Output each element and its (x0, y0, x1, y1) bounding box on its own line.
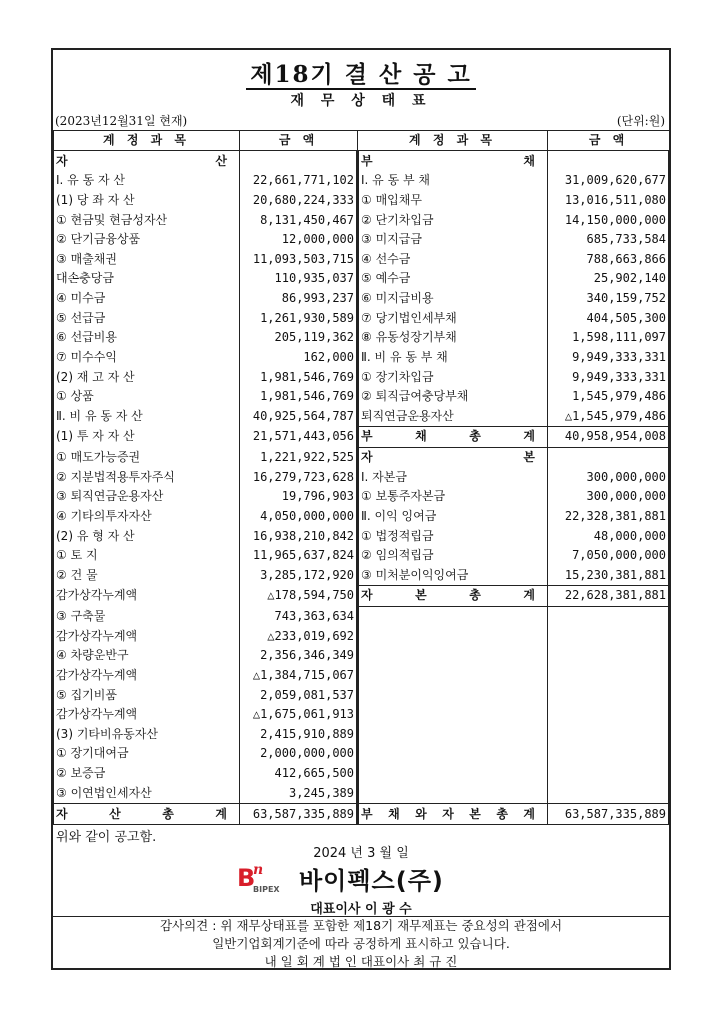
table-row (54, 666, 670, 686)
right-account-cell: ① 법정적립금 (358, 526, 548, 546)
right-account-cell: 퇴직연금운용자산 (358, 406, 548, 426)
label-char: 계 (523, 588, 535, 603)
right-amount-cell (548, 783, 670, 803)
right-amount-cell: 685,733,584 (548, 230, 670, 250)
left-amount-cell: 110,935,037 (240, 269, 358, 289)
left-account-cell: ⑥ 선급비용 (54, 328, 240, 348)
spread-label (361, 152, 545, 171)
bipex-logo-icon (237, 862, 285, 894)
left-account-cell: ① 상품 (54, 387, 240, 407)
left-account-cell: ⑤ 선급금 (54, 308, 240, 328)
left-account-cell: ④ 기타의투자자산 (54, 507, 240, 527)
label-char: 채 (523, 153, 535, 168)
right-amount-cell (548, 705, 670, 725)
left-amount-cell: 2,059,081,537 (240, 685, 358, 705)
right-account-cell (358, 606, 548, 626)
left-amount-cell: 22,661,771,102 (240, 171, 358, 191)
left-amount-cell: 2,356,346,349 (240, 646, 358, 666)
right-account-cell: ① 장기차입금 (358, 367, 548, 387)
ceo-name: 대표이사 이 광 수 (310, 902, 412, 917)
right-account-cell: ⑦ 당기법인세부채 (358, 308, 548, 328)
left-account-cell: ④ 차량운반구 (54, 646, 240, 666)
right-account-cell: ⑤ 예수금 (358, 269, 548, 289)
right-amount-cell: 1,598,111,097 (548, 328, 670, 348)
left-account-cell: ③ 구축물 (54, 606, 240, 626)
label-char: 채 (388, 806, 400, 821)
label-char: 본 (469, 806, 481, 821)
label-char: 자 (56, 153, 68, 168)
spread-label (361, 427, 545, 446)
right-account-cell (358, 725, 548, 745)
left-account-cell: ② 보증금 (54, 764, 240, 784)
left-amount-cell: △233,019,692 (240, 626, 358, 646)
right-account-cell (358, 447, 548, 467)
label-char: 총 (162, 806, 174, 821)
left-amount-cell: 205,119,362 (240, 328, 358, 348)
right-account-cell (358, 744, 548, 764)
table-row (54, 804, 670, 825)
table-row (54, 626, 670, 646)
table-header-row (54, 131, 670, 151)
label-char: 계 (523, 429, 535, 444)
left-account-cell: 감가상각누계액 (54, 705, 240, 725)
right-amount-cell: 9,949,333,331 (548, 348, 670, 368)
audit-line-2: 일반기업회계기준에 따라 공정하게 표시하고 있습니다. (212, 936, 510, 951)
right-account-cell: ③ 미지급금 (358, 230, 548, 250)
right-account-cell: Ⅱ. 이익 잉여금 (358, 507, 548, 527)
spread-label (56, 152, 237, 171)
table-row (54, 447, 670, 467)
right-account-cell: ② 퇴직급여충당부채 (358, 387, 548, 407)
left-account-cell: (2) 재 고 자 산 (54, 367, 240, 387)
right-account-cell: Ⅰ. 자본금 (358, 467, 548, 487)
label-char: 자 (442, 806, 454, 821)
audit-line-3: 내 일 회 계 법 인 대표이사 최 규 진 (264, 954, 458, 969)
right-amount-cell: 340,159,752 (548, 289, 670, 309)
closing-statement: 위와 같이 공고함. (56, 830, 157, 845)
right-amount-cell: 300,000,000 (548, 487, 670, 507)
label-char: 와 (415, 806, 427, 821)
label-char: 채 (415, 429, 427, 444)
left-amount-cell: 16,938,210,842 (240, 526, 358, 546)
audit-opinion (53, 916, 669, 969)
left-account-cell (54, 151, 240, 171)
table-row (54, 210, 670, 230)
right-amount-cell: 25,902,140 (548, 269, 670, 289)
left-account-cell: ⑤ 집기비품 (54, 685, 240, 705)
right-amount-cell (548, 666, 670, 686)
right-amount-cell: 404,505,300 (548, 308, 670, 328)
left-amount-cell: 63,587,335,889 (240, 804, 358, 825)
left-amount-cell (240, 151, 358, 171)
table-row (54, 586, 670, 607)
left-account-cell: (2) 유 형 자 산 (54, 526, 240, 546)
right-account-cell: ① 매입채무 (358, 191, 548, 211)
right-amount-cell: 14,150,000,000 (548, 210, 670, 230)
spread-label (361, 448, 545, 467)
left-account-cell: Ⅰ. 유 동 자 산 (54, 171, 240, 191)
left-amount-cell: 2,000,000,000 (240, 744, 358, 764)
as-of-date: (2023년12월31일 현재) (55, 114, 188, 128)
right-amount-cell (548, 725, 670, 745)
table-row (54, 427, 670, 448)
left-amount-cell: △1,384,715,067 (240, 666, 358, 686)
left-amount-cell: △178,594,750 (240, 586, 358, 607)
spread-label (361, 586, 545, 605)
table-row (54, 328, 670, 348)
label-char: 부 (361, 153, 373, 168)
right-amount-cell: 15,230,381,881 (548, 565, 670, 585)
right-account-cell: ⑧ 유동성장기부채 (358, 328, 548, 348)
right-amount-cell: 9,949,333,331 (548, 367, 670, 387)
left-account-cell: 감가상각누계액 (54, 586, 240, 607)
right-amount-cell: 300,000,000 (548, 467, 670, 487)
right-account-cell (358, 586, 548, 607)
table-row (54, 507, 670, 527)
label-char: 자 (361, 588, 373, 603)
header-left-amount: 금 액 (240, 131, 358, 151)
label-char: 총 (469, 588, 481, 603)
left-account-cell: ① 매도가능증권 (54, 447, 240, 467)
notice-frame (51, 48, 671, 970)
right-amount-cell: △1,545,979,486 (548, 406, 670, 426)
left-amount-cell: 8,131,450,467 (240, 210, 358, 230)
label-char: 산 (109, 806, 121, 821)
left-amount-cell: 1,261,930,589 (240, 308, 358, 328)
right-amount-cell (548, 685, 670, 705)
left-amount-cell: 4,050,000,000 (240, 507, 358, 527)
right-amount-cell: 7,050,000,000 (548, 546, 670, 566)
right-amount-cell: 788,663,866 (548, 249, 670, 269)
left-account-cell: (1) 당 좌 자 산 (54, 191, 240, 211)
right-amount-cell (548, 744, 670, 764)
right-account-cell (358, 764, 548, 784)
left-account-cell: Ⅱ. 비 유 동 자 산 (54, 406, 240, 426)
left-amount-cell: 11,965,637,824 (240, 546, 358, 566)
left-amount-cell: 11,093,503,715 (240, 249, 358, 269)
spread-label (56, 805, 237, 824)
right-amount-cell (548, 447, 670, 467)
left-account-cell (54, 804, 240, 825)
left-account-cell: ① 장기대여금 (54, 744, 240, 764)
table-row (54, 546, 670, 566)
label-char: 계 (523, 806, 535, 821)
left-amount-cell: 412,665,500 (240, 764, 358, 784)
right-account-cell: ② 임의적립금 (358, 546, 548, 566)
company-name: 바이펙스(주) (299, 866, 444, 895)
right-amount-cell: 63,587,335,889 (548, 804, 670, 825)
balance-sheet-table (53, 130, 671, 825)
header-right-account: 계 정 과 목 (358, 131, 548, 151)
table-row (54, 289, 670, 309)
table-row (54, 151, 670, 171)
left-account-cell: 감가상각누계액 (54, 626, 240, 646)
table-row (54, 249, 670, 269)
table-row (54, 348, 670, 368)
table-row (54, 565, 670, 585)
left-account-cell: ③ 매출채권 (54, 249, 240, 269)
left-amount-cell: 1,981,546,769 (240, 387, 358, 407)
table-row (54, 705, 670, 725)
sign-date: 2024 년 3 월 일 (313, 846, 409, 861)
company-block (237, 862, 444, 894)
left-amount-cell: 40,925,564,787 (240, 406, 358, 426)
right-account-cell (358, 151, 548, 171)
left-amount-cell: 2,415,910,889 (240, 725, 358, 745)
label-char: 부 (361, 806, 373, 821)
right-amount-cell: 22,628,381,881 (548, 586, 670, 607)
label-char: 본 (523, 450, 535, 465)
header-right-amount: 금 액 (548, 131, 670, 151)
right-account-cell: ② 단기차입금 (358, 210, 548, 230)
left-account-cell: ③ 이연법인세자산 (54, 783, 240, 803)
label-char: 계 (215, 806, 227, 821)
table-row (54, 646, 670, 666)
right-account-cell (358, 427, 548, 448)
right-account-cell: ④ 선수금 (358, 249, 548, 269)
right-account-cell (358, 626, 548, 646)
right-account-cell (358, 685, 548, 705)
left-amount-cell: 19,796,903 (240, 487, 358, 507)
statement-subtitle: 재 무 상 태 표 (290, 93, 432, 109)
right-amount-cell: 13,016,511,080 (548, 191, 670, 211)
left-amount-cell: 3,245,389 (240, 783, 358, 803)
company-logo (237, 862, 285, 894)
left-amount-cell: △1,675,061,913 (240, 705, 358, 725)
label-char: 자 (56, 806, 68, 821)
left-account-cell: 대손충당금 (54, 269, 240, 289)
table-row (54, 744, 670, 764)
right-account-cell (358, 783, 548, 803)
left-amount-cell: 162,000 (240, 348, 358, 368)
table-row (54, 367, 670, 387)
left-amount-cell: 16,279,723,628 (240, 467, 358, 487)
right-amount-cell: 1,545,979,486 (548, 387, 670, 407)
table-row (54, 387, 670, 407)
left-account-cell: (1) 투 자 자 산 (54, 427, 240, 448)
left-account-cell: ② 지분법적용투자주식 (54, 467, 240, 487)
left-amount-cell: 12,000,000 (240, 230, 358, 250)
label-char: 총 (496, 806, 508, 821)
table-row (54, 171, 670, 191)
label-char: 부 (361, 429, 373, 444)
right-amount-cell: 22,328,381,881 (548, 507, 670, 527)
left-amount-cell: 1,221,922,525 (240, 447, 358, 467)
table-row (54, 191, 670, 211)
left-account-cell: ③ 퇴직연금운용자산 (54, 487, 240, 507)
table-row (54, 783, 670, 803)
right-account-cell: ⑥ 미지급비용 (358, 289, 548, 309)
spread-label (361, 805, 545, 824)
audit-line-1: 감사의견 : 위 재무상태표를 포함한 제18기 재무제표는 중요성의 관점에서 (159, 918, 563, 933)
table-row (54, 606, 670, 626)
right-amount-cell (548, 151, 670, 171)
right-account-cell (358, 666, 548, 686)
table-row (54, 685, 670, 705)
right-amount-cell: 31,009,620,677 (548, 171, 670, 191)
right-account-cell: ① 보통주자본금 (358, 487, 548, 507)
right-account-cell: Ⅱ. 비 유 동 부 채 (358, 348, 548, 368)
right-amount-cell: 48,000,000 (548, 526, 670, 546)
right-amount-cell (548, 606, 670, 626)
page-title: 제18기 결 산 공 고 (53, 56, 669, 89)
right-account-cell: ③ 미처분이익잉여금 (358, 565, 548, 585)
label-char: 총 (469, 429, 481, 444)
right-account-cell (358, 804, 548, 825)
label-char: 본 (415, 588, 427, 603)
left-amount-cell: 20,680,224,333 (240, 191, 358, 211)
right-amount-cell (548, 764, 670, 784)
table-row (54, 230, 670, 250)
left-amount-cell: 3,285,172,920 (240, 565, 358, 585)
svg-text:BIPEX: BIPEX (253, 885, 280, 894)
table-row (54, 526, 670, 546)
table-row (54, 725, 670, 745)
header-left-account: 계 정 과 목 (54, 131, 240, 151)
left-amount-cell: 21,571,443,056 (240, 427, 358, 448)
table-row (54, 269, 670, 289)
right-amount-cell (548, 646, 670, 666)
left-account-cell: 감가상각누계액 (54, 666, 240, 686)
svg-text:B: B (237, 864, 256, 892)
left-account-cell: ① 현금및 현금성자산 (54, 210, 240, 230)
right-account-cell: Ⅰ. 유 동 부 채 (358, 171, 548, 191)
left-amount-cell: 743,363,634 (240, 606, 358, 626)
label-char: 자 (361, 450, 373, 465)
table-row (54, 487, 670, 507)
svg-text:n: n (253, 862, 264, 878)
table-row (54, 406, 670, 426)
table-row (54, 764, 670, 784)
table-row (54, 308, 670, 328)
right-account-cell (358, 705, 548, 725)
unit-label: (단위:원) (616, 114, 665, 128)
left-amount-cell: 86,993,237 (240, 289, 358, 309)
left-account-cell: ② 단기금융상품 (54, 230, 240, 250)
left-account-cell: ④ 미수금 (54, 289, 240, 309)
left-account-cell: ② 건 물 (54, 565, 240, 585)
right-amount-cell: 40,958,954,008 (548, 427, 670, 448)
right-amount-cell (548, 626, 670, 646)
left-account-cell: (3) 기타비유동자산 (54, 725, 240, 745)
label-char: 산 (215, 153, 227, 168)
left-account-cell: ① 토 지 (54, 546, 240, 566)
right-account-cell (358, 646, 548, 666)
left-account-cell: ⑦ 미수수익 (54, 348, 240, 368)
left-amount-cell: 1,981,546,769 (240, 367, 358, 387)
table-row (54, 467, 670, 487)
